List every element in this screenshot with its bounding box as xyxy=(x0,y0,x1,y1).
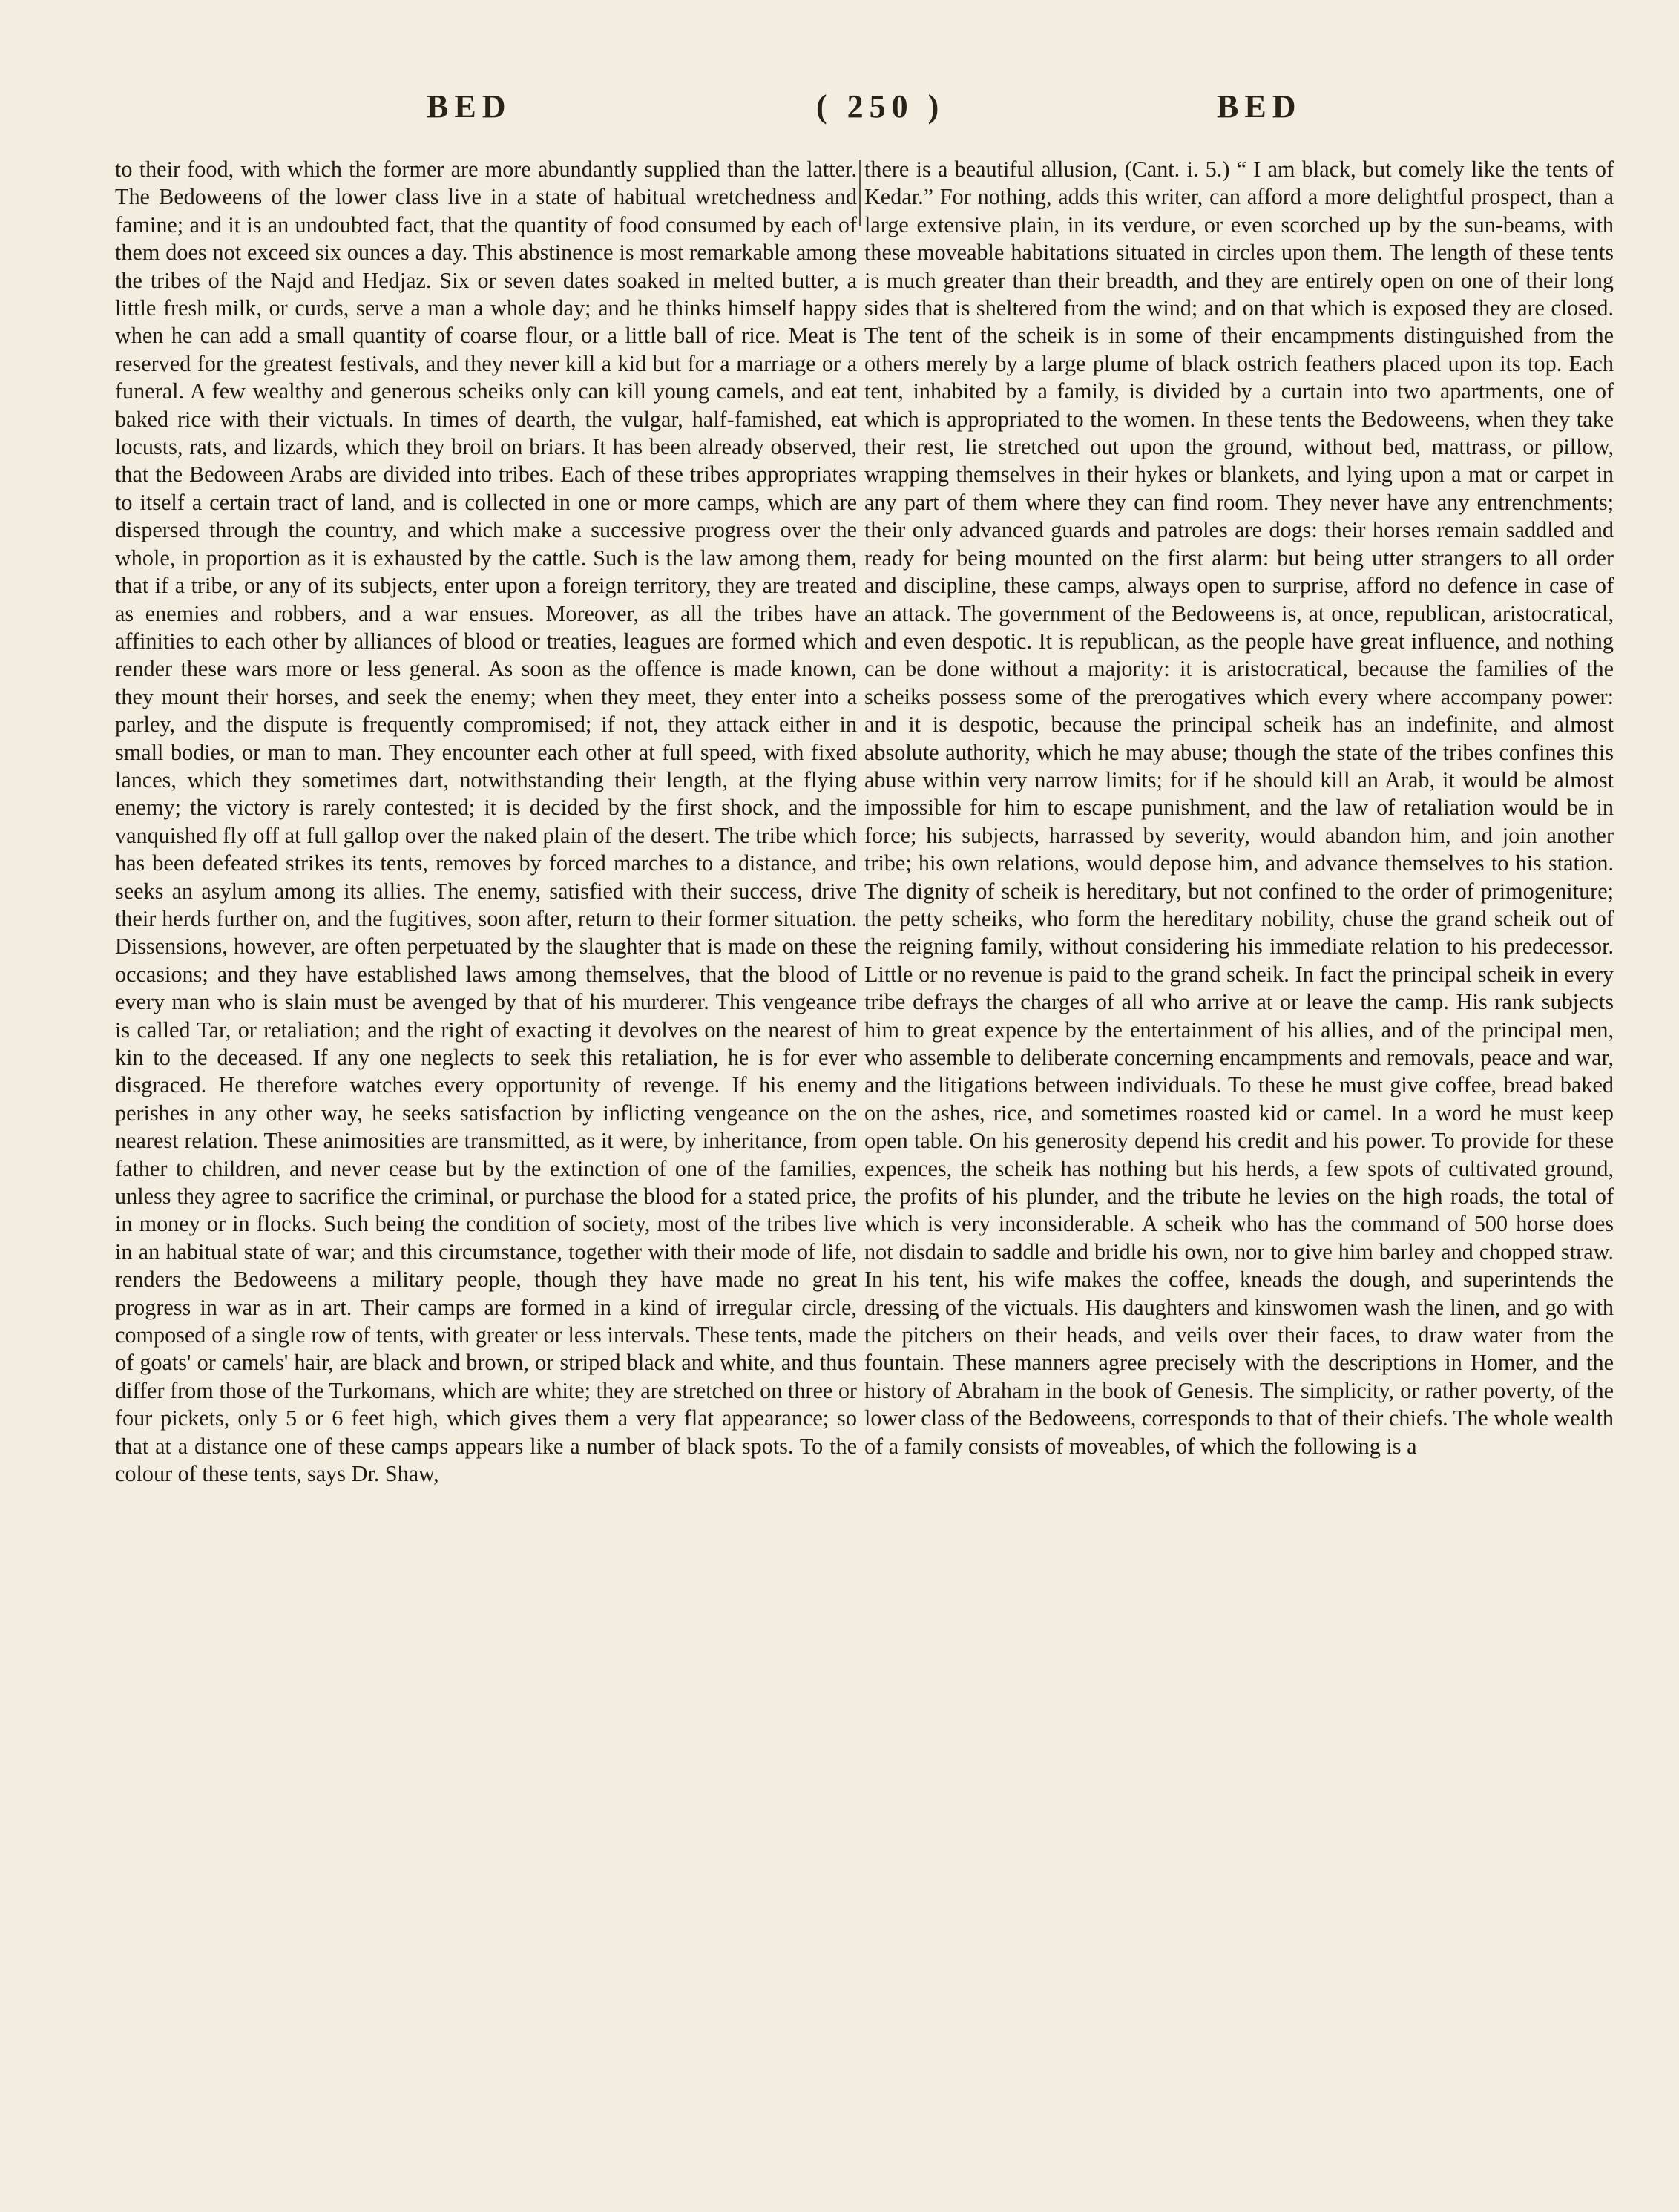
header-left-catchword: BED xyxy=(427,88,512,125)
running-header xyxy=(0,88,1679,132)
left-column xyxy=(115,156,857,2182)
column-divider xyxy=(859,160,861,226)
left-column-text: to their food, with which the former are more abundantly supplied than the latter. The Bedoweens of the lower class live in a state of habitual wretchedness and famine; and it is an undoubted fact, that the quantity of food consumed by each of them does not exceed six ounces a day. This abstinence is most remarkable among the tribes of the Najd and Hedjaz. Six or seven dates soaked in melted butter, a little fresh milk, or curds, serve a man a whole day; and he thinks himself happy when he can add a small quantity of coarse flour, or a little ball of rice. Meat is reserved for the greatest festivals, and they never kill a kid but for a marriage or a funeral. A few wealthy and generous scheiks only can kill young camels, and eat baked rice with their victuals. In times of dearth, the vulgar, half-famished, eat locusts, rats, and lizards, which they broil on briars. It has been already observed, that the Bedoween Arabs are divided into tribes. Each of these tribes appropriates to itself a certain tract of land, and is collected in one or more camps, which are dispersed through the country, and which make a successive progress over the whole, in proportion as it is exhausted by the cattle. Such is the law among them, that if a tribe, or any of its subjects, enter upon a foreign territory, they are treated as enemies and robbers, and a war ensues. Moreover, as all the tribes have affinities to each other by alliances of blood or treaties, leagues are formed which render these wars more or less general. As soon as the offence is made known, they mount their horses, and seek the enemy; when they meet, they enter into a parley, and the dispute is frequently compromised; if not, they attack either in small bodies, or man to man. They encounter each other at full speed, with fixed lances, which they sometimes dart, notwithstanding their length, at the flying enemy; the victory is rarely contested; it is decided by the first shock, and the vanquished fly off at full gallop over the naked plain of the desert. The tribe which has been defeated strikes its tents, removes by forced marches to a distance, and seeks an asylum among its allies. The enemy, satisfied with their success, drive their herds further on, and the fugitives, soon after, return to their former situation. Dissensions, however, are often perpetuated by the slaughter that is made on these occasions; and they have established laws among themselves, that the blood of every man who is slain must be avenged by that of his murderer. This vengeance is called Tar, or retaliation; and the right of exacting it devolves on the nearest of kin to the deceased. If any one neglects to seek this retaliation, he is for ever disgraced. He therefore watches every opportunity of revenge. If his enemy perishes in any other way, he seeks satisfaction by inflicting vengeance on the nearest relation. These animosities are transmitted, as it were, by inheritance, from father to children, and never cease but by the extinction of one of the families, unless they agree to sacrifice the criminal, or purchase the blood for a stated price, in money or in flocks. Such being the condition of society, most of the tribes live in an habitual state of war; and this circumstance, together with their mode of life, renders the Bedoweens a military people, though they have made no great progress in war as in art. Their camps are formed in a kind of irregular circle, composed of a single row of tents, with greater or less intervals. These tents, made of goats' or camels' hair, are black and brown, or striped black and white, and thus differ from those of the Turkomans, which are white; they are stretched on three or four pickets, only 5 or 6 feet high, which gives them a very flat appearance; so that at a distance one of these camps appears like a number of black spots. To the colour of these tents, says Dr. Shaw, xyxy=(115,157,857,1487)
header-right-catchword: BED xyxy=(1217,88,1302,125)
page-number: ( 250 ) xyxy=(816,88,945,125)
right-column xyxy=(864,156,1614,2182)
right-column-text: there is a beautiful allusion, (Cant. i. 5.) “ I am black, but comely like the tents of Kedar.” For nothing, adds this writer, can afford a more delightful prospect, than a large extensive plain, in its verdure, or even scorched up by the sun-beams, with these moveable habitations situated in circles upon them. The length of these tents is much greater than their breadth, and they are entirely open on one of their long sides that is sheltered from the wind; and on that which is exposed they are closed. The tent of the scheik is in some of their encampments distinguished from the others merely by a large plume of black ostrich feathers placed upon its top. Each tent, inhabited by a family, is divided by a curtain into two apartments, one of which is appropriated to the women. In these tents the Bedoweens, when they take their rest, lie stretched out upon the ground, without bed, mattrass, or pillow, wrapping themselves in their hykes or blankets, and lying upon a mat or carpet in any part of them where they can find room. They never have any entrenchments; their only advanced guards and patroles are dogs: their horses remain saddled and ready for being mounted on the first alarm: but being utter strangers to all order and discipline, these camps, always open to surprise, afford no defence in case of an attack. The government of the Bedoweens is, at once, republican, aristocratical, and even despotic. It is republican, as the people have great influence, and nothing can be done without a majority: it is aristocratical, because the families of the scheiks possess some of the prerogatives which every where accompany power: and it is despotic, because the principal scheik has an indefinite, and almost absolute authority, which he may abuse; though the state of the tribes confines this abuse within very narrow limits; for if he should kill an Arab, it would be almost impossible for him to escape punishment, and the law of retaliation would be in force; his subjects, harrassed by severity, would abandon him, and join another tribe; his own relations, would depose him, and advance themselves to his station. The dignity of scheik is hereditary, but not confined to the order of primogeniture; the petty scheiks, who form the hereditary nobility, chuse the grand scheik out of the reigning family, without considering his immediate relation to his predecessor. Little or no revenue is paid to the grand scheik. In fact the principal scheik in every tribe defrays the charges of all who arrive at or leave the camp. His rank subjects him to great expence by the entertainment of his allies, and of the principal men, who assemble to deliberate concerning encampments and removals, peace and war, and the litigations between individuals. To these he must give coffee, bread baked on the ashes, rice, and sometimes roasted kid or camel. In a word he must keep open table. On his generosity depend his credit and his power. To provide for these expences, the scheik has nothing but his herds, a few spots of cultivated ground, the profits of his plunder, and the tribute he levies on the high roads, the total of which is very inconsiderable. A scheik who has the command of 500 horse does not disdain to saddle and bridle his own, nor to give him barley and chopped straw. In his tent, his wife makes the coffee, kneads the dough, and superintends the dressing of the victuals. His daughters and kinswomen wash the linen, and go with the pitchers on their heads, and veils over their faces, to draw water from the fountain. These manners agree precisely with the descriptions in Homer, and the history of Abraham in the book of Genesis. The simplicity, or rather poverty, of the lower class of the Bedoweens, corresponds to that of their chiefs. The whole wealth of a family consists of moveables, of which the following is a xyxy=(864,157,1614,1459)
